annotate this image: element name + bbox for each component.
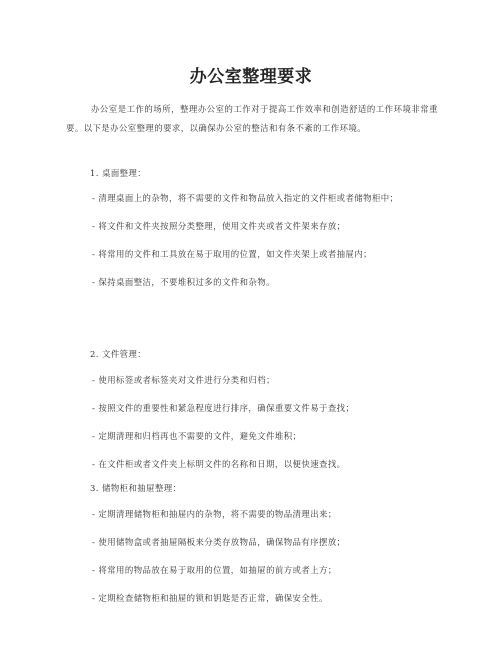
list-item: - 保持桌面整洁，不要堆积过多的文件和杂物。: [92, 277, 275, 287]
section-desk: [88, 164, 448, 292]
list-item: - 定期清理储物柜和抽屉内的杂物，将不需要的物品清理出来；: [92, 509, 337, 519]
list-item: - 使用标签或者标签夹对文件进行分类和归档；: [92, 375, 275, 385]
list-item: - 使用储物盒或者抽屉隔板来分类存放物品，确保物品有序摆放；: [92, 537, 346, 547]
intro-paragraph: 办公室是工作的场所，整理办公室的工作对于提高工作效率和创造舒适的工作环境非常重要。以下是办公室整理的要求，以确保办公室的整洁和有条不紊的工作环境。: [66, 104, 438, 134]
list-item: - 清理桌面上的杂物，将不需要的文件和物品放入指定的文件柜或者储物柜中；: [92, 193, 399, 203]
list-item: - 定期检查储物柜和抽屉的锁和钥匙是否正常，确保安全性。: [92, 593, 328, 603]
list-item: - 在文件柜或者文件夹上标明文件的名称和日期，以便快速查找。: [92, 459, 346, 469]
list-item: - 按照文件的重要性和紧急程度进行排序，确保重要文件易于查找；: [92, 403, 355, 413]
section-heading: 3. 储物柜和抽屉整理：: [90, 483, 182, 493]
list-item: - 定期清理和归档再也不需要的文件，避免文件堆积；: [92, 431, 302, 441]
list-item: - 将文件和文件夹按照分类整理，使用文件夹或者文件架来存放；: [92, 221, 346, 231]
page-title: 办公室整理要求: [189, 67, 313, 87]
list-item: - 将常用的物品放在易于取用的位置，如抽屉的前方或者上方；: [92, 565, 337, 575]
section-storage: [88, 479, 448, 608]
section-heading: 2. 文件管理：: [90, 349, 147, 359]
section-heading: 1. 桌面整理：: [90, 168, 147, 178]
list-item: - 将常用的文件和工具放在易于取用的位置，如文件夹架上或者抽屉内；: [92, 249, 372, 259]
section-files: [88, 345, 448, 474]
